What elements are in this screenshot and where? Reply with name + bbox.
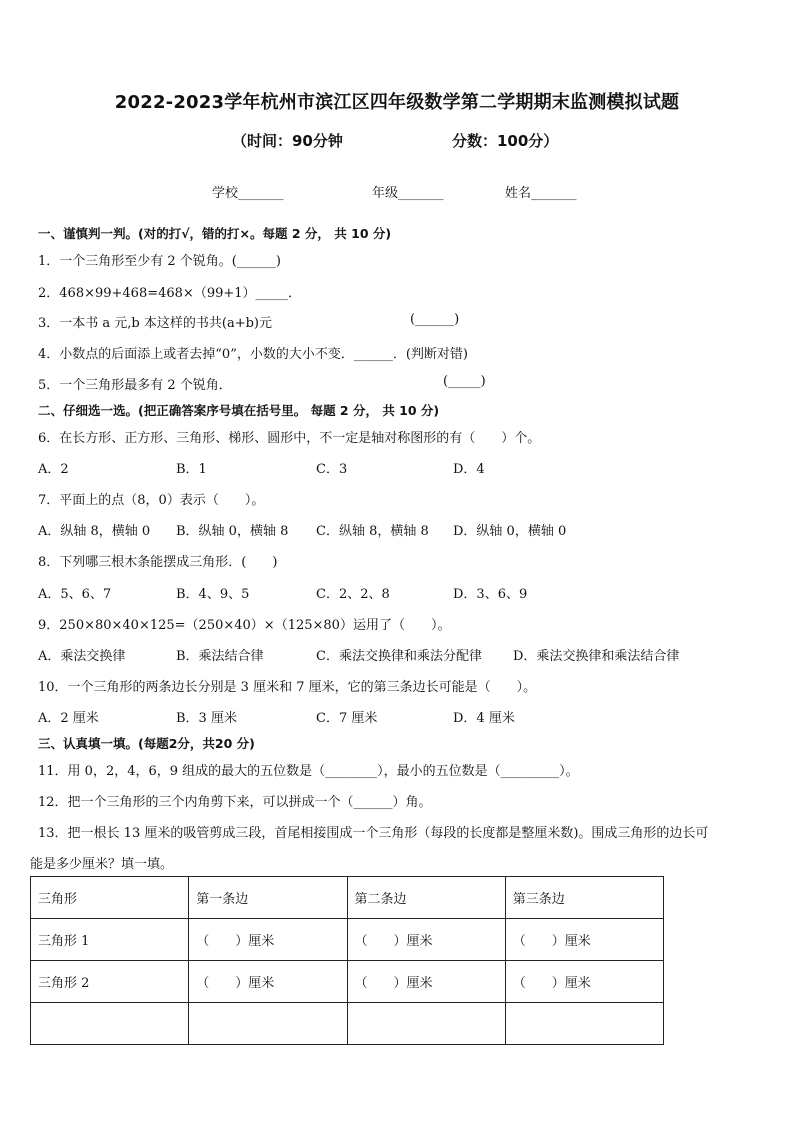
table-cell[interactable]: （ ）厘米 (189, 961, 347, 1003)
grade-field[interactable]: 年级_______ (372, 186, 444, 201)
table-cell[interactable] (189, 1003, 347, 1045)
table-cell: 三角形 2 (31, 961, 189, 1003)
question-11: 11．用 0，2，4，6，9 组成的最大的五位数是（________），最小的五位数是（_________）。 (38, 764, 579, 779)
page-title: 2022-2023学年杭州市滨江区四年级数学第二学期期末监测模拟试题 (114, 92, 680, 113)
question-1: 1．一个三角形至少有 2 个锐角。(______) (38, 254, 281, 269)
table-cell[interactable] (505, 1003, 663, 1045)
school-field[interactable]: 学校_______ (212, 186, 284, 201)
q8-option-d[interactable]: D．3、6、9 (453, 587, 528, 602)
q9-option-a[interactable]: A．乘法交换律 (38, 649, 126, 664)
table-row (31, 919, 664, 961)
q10-option-b[interactable]: B．3 厘米 (176, 711, 237, 726)
q10-option-d[interactable]: D．4 厘米 (453, 711, 515, 726)
table-cell[interactable] (347, 1003, 505, 1045)
q6-option-b[interactable]: B．1 (176, 462, 207, 477)
q8-option-c[interactable]: C．2、2、8 (316, 587, 390, 602)
q7-option-d[interactable]: D．纵轴 0，横轴 0 (453, 524, 567, 539)
question-3-blank[interactable]: (______) (410, 312, 460, 327)
table-cell[interactable]: （ ）厘米 (347, 919, 505, 961)
table-header-row (31, 877, 664, 919)
question-5: 5．一个三角形最多有 2 个锐角． (38, 378, 232, 393)
q8-option-a[interactable]: A．5、6、7 (38, 587, 112, 602)
triangle-sides-table (30, 876, 664, 1045)
table-header-cell: 第二条边 (347, 877, 505, 919)
table-row (31, 961, 664, 1003)
table-cell[interactable] (31, 1003, 189, 1045)
question-6: 6．在长方形、正方形、三角形、梯形、圆形中，不一定是轴对称图形的有（ ）个。 (38, 431, 541, 446)
q7-option-a[interactable]: A．纵轴 8，横轴 0 (38, 524, 151, 539)
question-8: 8．下列哪三根木条能摆成三角形．( ) (38, 555, 278, 570)
q6-option-a[interactable]: A．2 (38, 462, 69, 477)
table-cell[interactable]: （ ）厘米 (505, 919, 663, 961)
table-cell: 三角形 1 (31, 919, 189, 961)
question-10: 10．一个三角形的两条边长分别是 3 厘米和 7 厘米，它的第三条边长可能是（ ）。 (38, 680, 537, 695)
section-heading-judge: 一、谨慎判一判。(对的打√，错的打×。每题 2 分， 共 10 分) (38, 226, 392, 241)
table-cell[interactable]: （ ）厘米 (347, 961, 505, 1003)
q6-option-c[interactable]: C．3 (316, 462, 348, 477)
exam-time: （时间：90分钟 (232, 132, 343, 150)
section-heading-choose: 二、仔细选一选。(把正确答案序号填在括号里。 每题 2 分， 共 10 分) (38, 403, 440, 418)
name-field[interactable]: 姓名_______ (505, 186, 577, 201)
q9-option-d[interactable]: D．乘法交换律和乘法结合律 (513, 649, 680, 664)
table-header-cell: 第三条边 (505, 877, 663, 919)
q10-option-c[interactable]: C．7 厘米 (316, 711, 378, 726)
question-5-blank[interactable]: (_____) (443, 374, 486, 389)
question-13-line-2: 能是多少厘米？填一填。 (30, 857, 174, 872)
section-heading-fill: 三、认真填一填。(每题2分，共20 分) (38, 736, 255, 751)
q7-option-b[interactable]: B．纵轴 0，横轴 8 (176, 524, 289, 539)
question-3: 3．一本书 a 元,b 本这样的书共(a+b)元 (38, 316, 272, 331)
exam-score: 分数：100分） (452, 132, 559, 150)
q9-option-c[interactable]: C．乘法交换律和乘法分配律 (316, 649, 482, 664)
question-4: 4．小数点的后面添上或者去掉“0”，小数的大小不变．______．(判断对错) (38, 347, 468, 362)
table-cell[interactable]: （ ）厘米 (189, 919, 347, 961)
q10-option-a[interactable]: A．2 厘米 (38, 711, 99, 726)
table-header-cell: 第一条边 (189, 877, 347, 919)
question-13-line-1: 13．把一根长 13 厘米的吸管剪成三段，首尾相接围成一个三角形（每段的长度都是整厘米数)。围成三角形的边长可 (38, 826, 709, 841)
question-7: 7．平面上的点（8，0）表示（ ）。 (38, 493, 265, 508)
q9-option-b[interactable]: B．乘法结合律 (176, 649, 264, 664)
question-2: 2．468×99+468=468×（99+1）_____． (38, 286, 302, 301)
q8-option-b[interactable]: B．4、9、5 (176, 587, 250, 602)
q6-option-d[interactable]: D．4 (453, 462, 485, 477)
question-9: 9．250×80×40×125=（250×40）×（125×80）运用了（ ）。 (38, 618, 451, 633)
question-12: 12．把一个三角形的三个内角剪下来，可以拼成一个（______）角。 (38, 795, 432, 810)
table-cell[interactable]: （ ）厘米 (505, 961, 663, 1003)
table-header-cell: 三角形 (31, 877, 189, 919)
table-row (31, 1003, 664, 1045)
q7-option-c[interactable]: C．纵轴 8，横轴 8 (316, 524, 429, 539)
